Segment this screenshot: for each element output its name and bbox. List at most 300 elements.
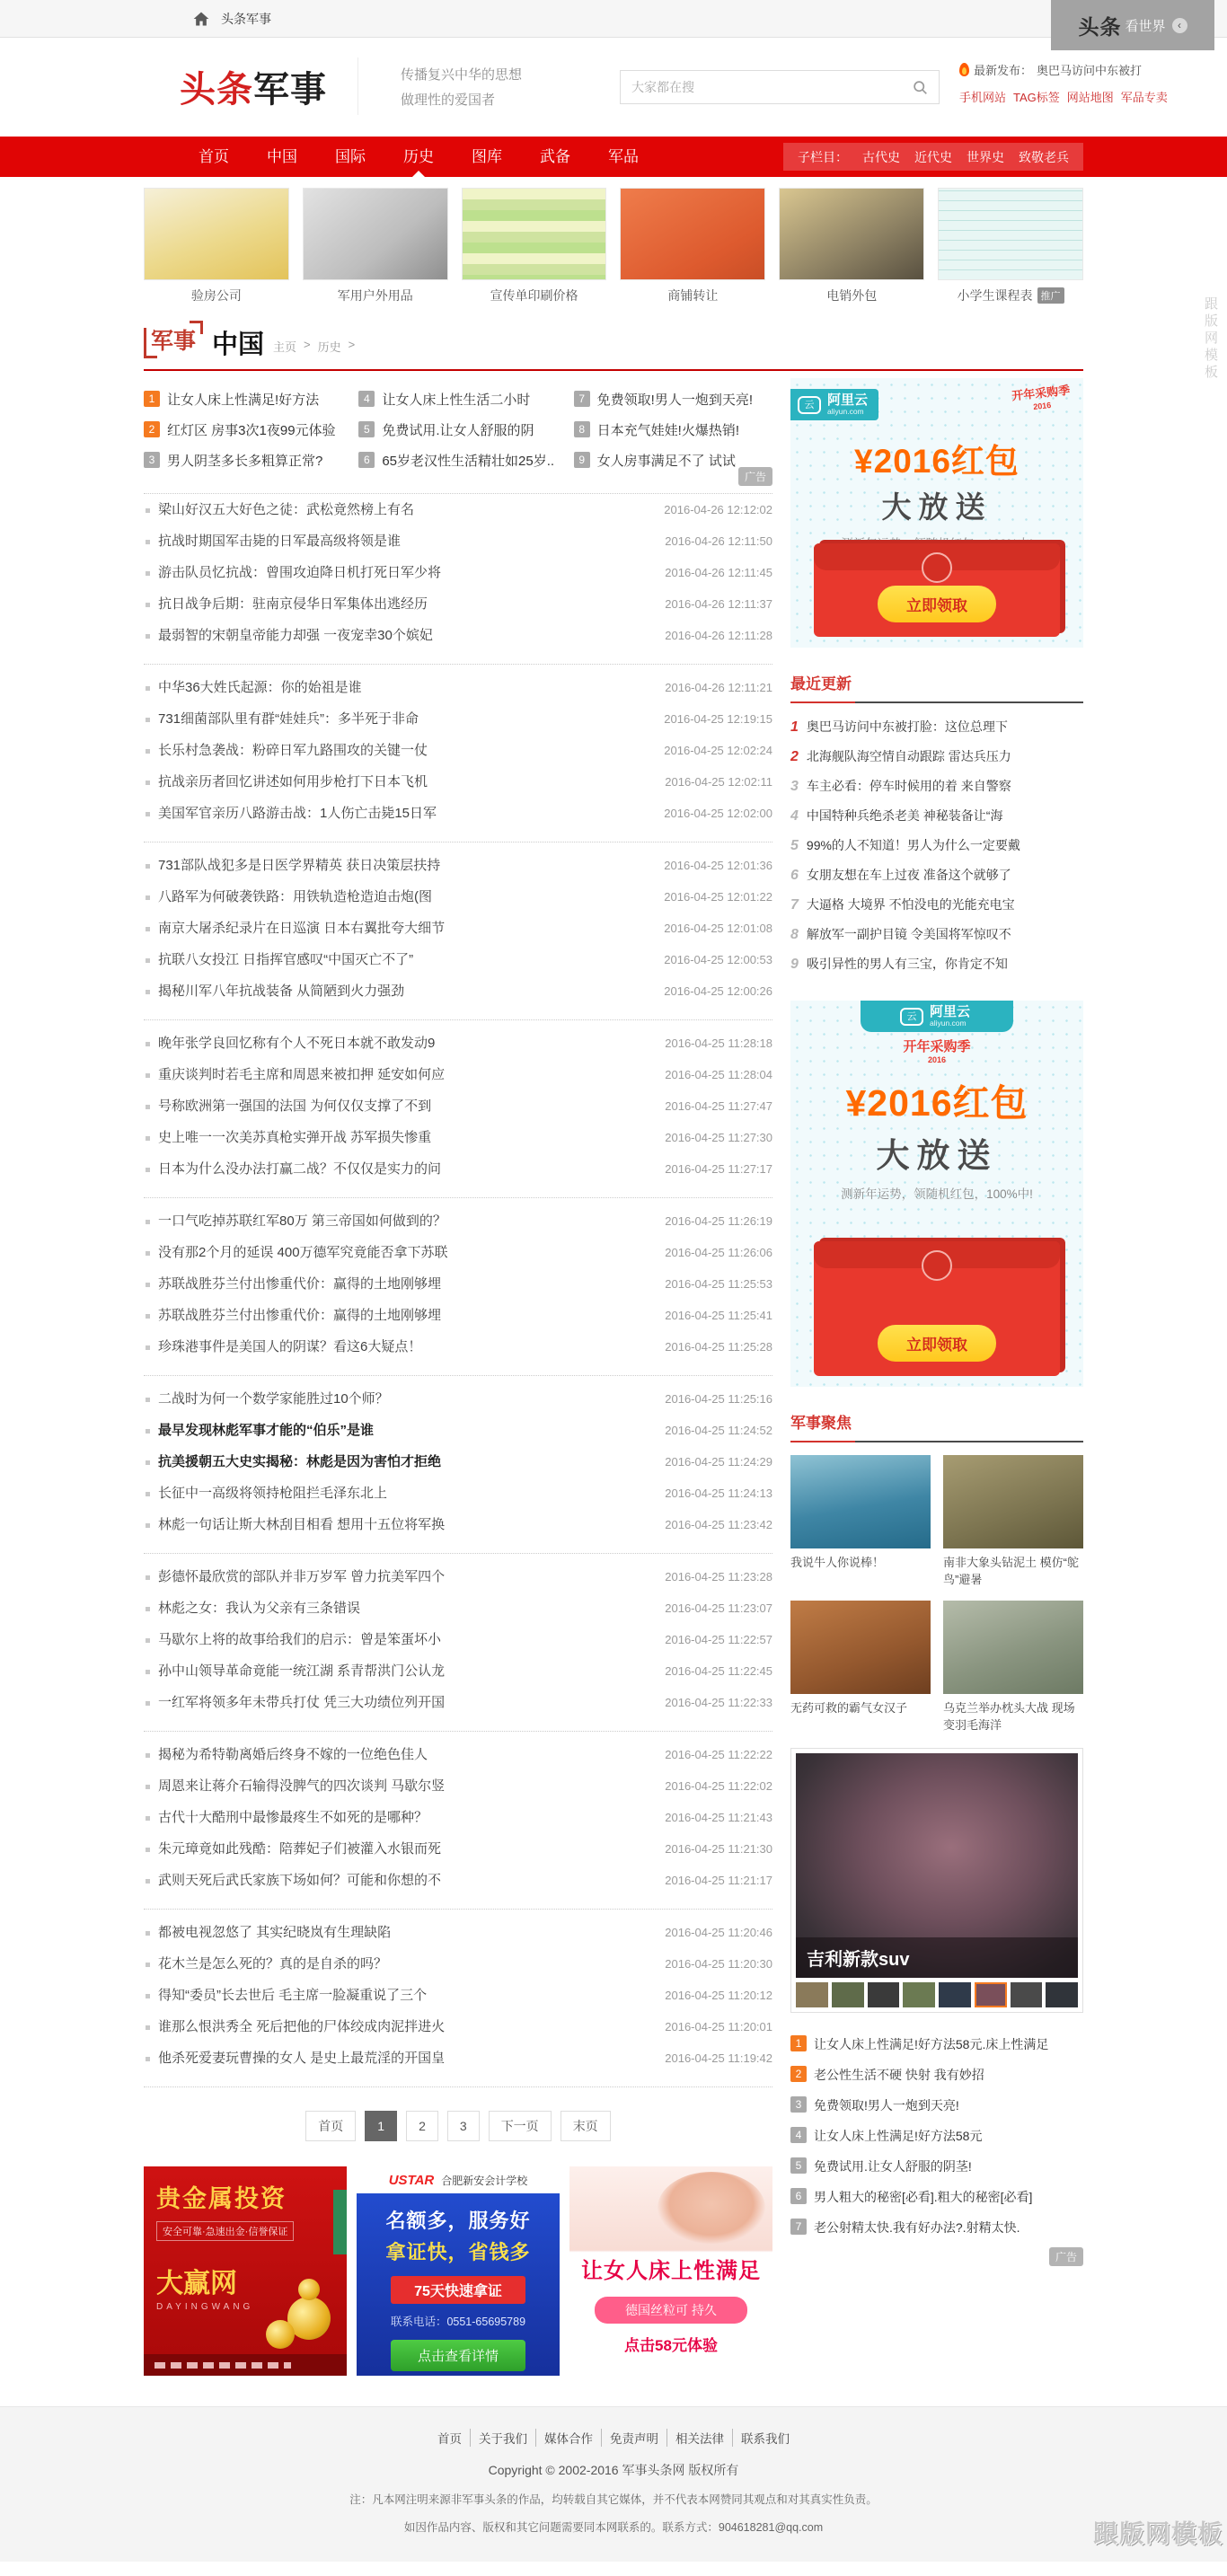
article-row	[144, 1655, 772, 1687]
focus-caption[interactable]: 我说牛人你说棒！	[790, 1556, 885, 1569]
article-date: 2016-04-25 11:23:07	[665, 1601, 772, 1615]
article-date: 2016-04-25 12:00:53	[664, 953, 772, 966]
search-icon[interactable]	[913, 80, 928, 95]
ad-headline2: 大放送	[876, 1137, 998, 1174]
article-row	[144, 620, 772, 665]
article-row	[144, 1122, 772, 1153]
hot-ad-link[interactable]: 让女人床上性满足!好方法	[144, 385, 342, 416]
promo-row	[144, 188, 1083, 304]
promotion-badge: 推广	[1037, 287, 1064, 304]
article-title[interactable]: 抗日战争后期：驻南京侵华日军集体出逃经历	[158, 596, 428, 612]
promo-caption[interactable]: 宣传单印刷价格	[490, 288, 578, 303]
article-date: 2016-04-25 11:27:17	[665, 1162, 772, 1176]
bottom-banners	[144, 2166, 772, 2376]
article-row	[144, 588, 772, 620]
banner-ribbon-text: 75天快速拿证	[391, 2276, 525, 2304]
promo-card[interactable]	[144, 188, 289, 304]
hot-ads-box	[144, 371, 772, 494]
sidebar-ad-link[interactable]: 老公射精太快.我有好办法?.射精太快.	[790, 2212, 1083, 2243]
latest-title[interactable]: 奥巴马访问中东被打	[1037, 64, 1143, 77]
banner-adult-product[interactable]	[569, 2166, 772, 2376]
gold-coin-icon	[266, 2320, 295, 2349]
article-date: 2016-04-25 11:20:01	[665, 2020, 772, 2033]
nav-item[interactable]: 历史	[384, 137, 453, 177]
corner-brand-ad[interactable]	[1051, 0, 1214, 50]
red-envelope	[814, 1241, 1060, 1376]
recent-item[interactable]: 吸引异性的男人有三宝，你肯定不知	[806, 957, 1008, 971]
article-title[interactable]: 梁山好汉五大好色之徒：武松竟然榜上有名	[158, 502, 415, 517]
breadcrumb-history[interactable]: 历史	[317, 340, 341, 354]
article-title[interactable]: 抗战时期国军击毙的日军最高级将领是谁	[158, 534, 402, 549]
home-icon[interactable]	[192, 10, 210, 28]
promo-caption[interactable]: 商铺转让	[667, 288, 719, 303]
article-row	[144, 1331, 772, 1376]
slogan-line1: 传播复兴中华的思想	[401, 67, 523, 83]
article-row	[144, 1739, 772, 1770]
subnav-item[interactable]: 致敬老兵	[1019, 149, 1069, 164]
hot-ad-link[interactable]: 免费试用.让女人舒服的阴	[358, 416, 557, 446]
recent-item[interactable]: 中国特种兵绝杀老美 神秘装备让“海	[806, 808, 1003, 823]
focus-card[interactable]	[790, 1601, 931, 1734]
article-date: 2016-04-25 11:25:41	[665, 1309, 772, 1322]
article-title[interactable]: 揭秘川军八年抗战装备 从简陋到火力强劲	[158, 984, 405, 999]
page-button[interactable]: 3	[447, 2111, 480, 2141]
article-title[interactable]: 八路军为何破袭铁路：用铁轨造枪造迫击炮(图	[158, 889, 432, 904]
banner-logo: USTAR	[388, 2172, 435, 2188]
article-date: 2016-04-25 12:01:36	[664, 859, 772, 872]
military-focus-header: 军事聚焦	[790, 1410, 1083, 1442]
article-row	[144, 494, 772, 525]
promo-card[interactable]	[462, 188, 607, 304]
article-row	[144, 1059, 772, 1090]
article-title[interactable]: 没有那2个月的延误 400万德军究竟能否拿下苏联	[158, 1245, 448, 1260]
article-title[interactable]: 最早发现林彪军事才能的“伯乐”是谁	[158, 1423, 375, 1438]
page-button[interactable]: 首页	[305, 2111, 356, 2141]
promo-caption[interactable]: 电销外包	[826, 288, 878, 303]
nav-item[interactable]: 武备	[540, 148, 570, 165]
article-date: 2016-04-25 11:20:30	[665, 1957, 772, 1971]
article-title[interactable]: 二战时为何一个数学家能胜过10个师？	[158, 1391, 389, 1407]
aliyun-logo	[790, 389, 878, 420]
article-row	[144, 1592, 772, 1624]
sidebar-ad-link[interactable]: 让女人床上性满足!好方法58元.床上性满足	[790, 2029, 1083, 2060]
nav-item[interactable]: 国际	[335, 148, 366, 165]
copyright: Copyright © 2002-2016 军事头条网 版权所有	[488, 2463, 739, 2477]
hot-ad-link[interactable]: 红灯区 房事3次1夜99元体验	[144, 416, 342, 446]
recent-item[interactable]: 奥巴马访问中东被打脸：这位总理下	[806, 719, 1008, 734]
nav-item[interactable]: 图库	[472, 148, 502, 165]
hot-ad-link[interactable]: 女人房事满足不了 试试	[574, 446, 772, 477]
article-title[interactable]: 苏联战胜芬兰付出惨重代价：赢得的土地刚够埋	[158, 1276, 442, 1292]
hot-ad-link[interactable]: 男人阴茎多长多粗算正常?	[144, 446, 342, 477]
recent-item[interactable]: 解放军一副护目镜 令美国将军惊叹不	[806, 927, 1011, 941]
article-row	[144, 1268, 772, 1300]
banner-phone: 联系电话：0551-65695789	[390, 2316, 526, 2328]
promo-card[interactable]	[620, 188, 765, 304]
article-row	[144, 1509, 772, 1554]
breadcrumb-sep: >	[348, 338, 356, 351]
ad-headline2: 大放送	[881, 490, 993, 524]
sidebar	[790, 371, 1083, 2273]
article-title[interactable]: 长征中一高级将领持枪阻拦毛泽东北上	[158, 1486, 388, 1501]
nav-item[interactable]: 中国	[267, 148, 297, 165]
article-row	[144, 975, 772, 1020]
article-title[interactable]: 抗美援朝五大史实揭秘：林彪是因为害怕才拒绝	[158, 1454, 442, 1469]
article-title[interactable]: 林彪之女：我认为父亲有三条错误	[158, 1601, 361, 1616]
focus-card[interactable]	[943, 1601, 1083, 1734]
article-date: 2016-04-25 11:23:42	[665, 1518, 772, 1531]
aliyun-ad-square[interactable]	[790, 378, 1083, 648]
article-title[interactable]: 一红军将领多年未带兵打仗 凭三大功绩位列开国	[158, 1695, 446, 1710]
article-title[interactable]: 谁那么恨洪秀全 死后把他的尸体绞成肉泥拌进火	[158, 2019, 446, 2034]
page-button[interactable]: 1	[365, 2111, 397, 2141]
promo-image[interactable]	[144, 188, 289, 280]
monkey-icon	[922, 1250, 952, 1281]
article-title[interactable]: 珍珠港事件是美国人的阴谋？看这6大疑点！	[158, 1339, 422, 1354]
focus-caption[interactable]: 南非大象头钻泥土 模仿“鸵鸟”避暑	[943, 1556, 1079, 1586]
article-row	[144, 1028, 772, 1059]
article-title[interactable]: 731细菌部队里有群“娃娃兵”：多半死于非命	[158, 711, 419, 727]
focus-image[interactable]	[790, 1455, 931, 1548]
article-title[interactable]: 游击队员忆抗战：曾围攻迫降日机打死日军少将	[158, 565, 442, 580]
banner-brand-en: DAYINGWANG	[156, 2302, 254, 2312]
article-date: 2016-04-25 11:21:30	[665, 1842, 772, 1856]
sidebar-ad-link[interactable]: 老公性生活不硬 快射 我有妙招	[790, 2060, 1083, 2090]
article-date: 2016-04-25 11:22:33	[665, 1696, 772, 1709]
recent-item[interactable]: 大逼格 大境界 不怕没电的光能充电宝	[806, 897, 1015, 912]
watermark-bottom: 跟版网模板	[1093, 2520, 1223, 2547]
focus-card[interactable]	[790, 1455, 931, 1588]
article-row	[144, 735, 772, 766]
corner-brand-text: 头条	[1078, 14, 1122, 39]
article-row	[144, 944, 772, 975]
article-row	[144, 1446, 772, 1478]
sidebar-ad-link[interactable]: 男人粗大的秘密[必看].粗大的秘密[必看]	[790, 2182, 1083, 2212]
breadcrumb-home[interactable]: 主页	[273, 340, 297, 354]
article-date: 2016-04-26 12:11:50	[665, 534, 772, 548]
feature-thumb[interactable]	[868, 1982, 900, 2007]
article-row	[144, 1865, 772, 1910]
article-date: 2016-04-25 11:28:04	[665, 1068, 772, 1081]
sidebar-ad-list	[790, 2029, 1083, 2261]
article-title[interactable]: 抗战亲历者回忆讲述如何用步枪打下日本飞机	[158, 774, 428, 790]
article-title[interactable]: 苏联战胜芬兰付出惨重代价：赢得的土地刚够埋	[158, 1308, 442, 1323]
article-title[interactable]: 号称欧洲第一强国的法国 为何仅仅支撑了不到	[158, 1098, 432, 1114]
banner-school-name: 合肥新安会计学校	[441, 2174, 528, 2187]
corner-suffix-text: 看世界	[1125, 18, 1166, 34]
article-row	[144, 1561, 772, 1592]
banner-line2: 拿证快，省钱多	[385, 2241, 531, 2263]
banner-footer-strip	[144, 2354, 347, 2376]
feature-thumbnails	[796, 1978, 1078, 2007]
section-brand: 军事	[144, 321, 203, 358]
article-title[interactable]: 揭秘为希特勒离婚后终身不嫁的一位绝色佳人	[158, 1747, 428, 1762]
article-row	[144, 881, 772, 913]
breadcrumb-sep: >	[304, 338, 311, 351]
promo-image[interactable]	[462, 188, 607, 280]
article-row	[144, 1153, 772, 1198]
ad-headline: ¥2016红包	[854, 443, 1020, 480]
search-box	[620, 70, 940, 104]
feature-thumb[interactable]	[1011, 1982, 1043, 2007]
quick-link[interactable]: 军品专卖	[1120, 91, 1168, 104]
season-badge: 开年采购季 2016	[903, 1039, 971, 1064]
article-title[interactable]: 史上唯一一次美苏真枪实弹开战 苏军损失惨重	[158, 1130, 432, 1145]
promo-image[interactable]	[303, 188, 448, 280]
banner-line1: 名额多，服务好	[385, 2210, 531, 2232]
article-row	[144, 1948, 772, 1980]
feature-thumb[interactable]	[832, 1982, 864, 2007]
focus-grid	[790, 1455, 1083, 1734]
banner-accounting-school[interactable]	[357, 2166, 560, 2376]
feature-caption[interactable]: 吉利新款suv	[796, 1937, 1078, 1978]
article-date: 2016-04-25 11:28:18	[665, 1037, 772, 1050]
article-date: 2016-04-25 11:24:13	[665, 1486, 772, 1500]
focus-card[interactable]	[943, 1455, 1083, 1588]
sidebar-ad-link[interactable]: 让女人床上性满足!好方法58元	[790, 2121, 1083, 2151]
latest-label: 最新发布：	[974, 64, 1033, 77]
article-title[interactable]: 抗联八女投江 日指挥官感叹“中国灭亡不了”	[158, 952, 414, 967]
article-title[interactable]: 都被电视忽悠了 其实纪晓岚有生理缺陷	[158, 1925, 392, 1940]
article-row	[144, 525, 772, 557]
subnav-item[interactable]: 近代史	[914, 149, 952, 164]
recent-item[interactable]: 北海舰队海空情自动跟踪 雷达兵压力	[806, 749, 1011, 763]
article-date: 2016-04-25 12:01:22	[664, 890, 772, 904]
article-row	[144, 850, 772, 881]
feature-image[interactable]	[796, 1753, 1078, 1978]
article-date: 2016-04-25 11:25:28	[665, 1340, 772, 1354]
article-date: 2016-04-25 11:26:06	[665, 1246, 772, 1259]
cloud-icon: 云	[900, 1008, 923, 1026]
promo-card[interactable]	[938, 188, 1083, 304]
article-row	[144, 1980, 772, 2011]
article-row	[144, 2011, 772, 2042]
promo-image[interactable]	[620, 188, 765, 280]
season-badge: 开年采购季 2016	[1011, 383, 1071, 411]
promo-caption[interactable]: 小学生课程表	[957, 288, 1033, 303]
hot-ad-link[interactable]: 免费领取!男人一炮到天亮!	[574, 385, 772, 416]
banner-title: 贵金属投资	[156, 2185, 287, 2212]
subnav-item[interactable]: 古代史	[862, 149, 900, 164]
article-row	[144, 1624, 772, 1655]
feature-thumb[interactable]	[796, 1982, 828, 2007]
article-title[interactable]: 花木兰是怎么死的？真的是自杀的吗？	[158, 1956, 388, 1972]
article-date: 2016-04-25 11:20:46	[665, 1926, 772, 1939]
article-title[interactable]: 一口气吃掉苏联红军80万 第三帝国如何做到的？	[158, 1213, 446, 1229]
article-title[interactable]: 美国军官亲历八路游击战：1人伤亡击毙15日军	[158, 806, 437, 821]
article-title[interactable]: 彭德怀最欣赏的部队并非万岁军 曾力抗美军四个	[158, 1569, 446, 1584]
promo-caption[interactable]: 军用户外用品	[337, 288, 413, 303]
article-row	[144, 703, 772, 735]
subnav-label: 子栏目：	[798, 149, 848, 164]
hot-ads-list	[144, 385, 772, 477]
section-header	[144, 321, 1083, 371]
footer-note2: 如因作品内容、版权和其它问题需要同本网联系的。联系方式：904618281@qq.com	[403, 2521, 824, 2534]
search-input[interactable]	[621, 80, 913, 94]
article-row	[144, 1205, 772, 1237]
flame-icon	[959, 63, 969, 76]
article-row	[144, 1802, 772, 1833]
article-title[interactable]: 最弱智的宋朝皇帝能力却强 一夜宠幸30个嫔妃	[158, 628, 433, 643]
ad-subline: 测新年运势，领随机红包，100%中!	[841, 1187, 1033, 1201]
quick-link[interactable]: TAG标签	[1013, 91, 1060, 104]
feature-thumb[interactable]	[1046, 1982, 1078, 2007]
feature-thumb[interactable]	[939, 1982, 971, 2007]
footer-link[interactable]: 关于我们	[470, 2429, 535, 2447]
footer-link[interactable]: 首页	[437, 2432, 462, 2446]
banner-subtitle: 安全可靠·急速出金·信誉保证	[156, 2221, 294, 2241]
article-row	[144, 766, 772, 798]
article-row	[144, 1478, 772, 1509]
hot-ad-link[interactable]: 让女人床上性生活二小时	[358, 385, 557, 416]
banner-detail-button[interactable]: 点击查看详情	[391, 2340, 525, 2371]
page-button[interactable]: 末页	[561, 2111, 611, 2141]
topbar-site-name[interactable]: 头条军事	[221, 12, 271, 26]
article-date: 2016-04-25 11:24:29	[665, 1455, 772, 1469]
banner-ribbon	[333, 2190, 347, 2254]
monkey-icon	[922, 552, 952, 583]
claim-button[interactable]: 立即领取	[878, 1325, 996, 1362]
article-title[interactable]: 武则天死后武氏家族下场如何？可能和你想的不	[158, 1873, 442, 1888]
quick-link[interactable]: 手机网站	[959, 91, 1007, 104]
footer	[0, 2406, 1227, 2562]
aliyun-ad-tall[interactable]	[790, 1001, 1083, 1387]
article-title[interactable]: 中华36大姓氏起源：你的始祖是谁	[158, 680, 362, 695]
feature-slider	[790, 1748, 1083, 2013]
sidebar-ad-link[interactable]: 免费试用.让女人舒服的阴茎!	[790, 2151, 1083, 2182]
article-title[interactable]: 林彪一句话让斯大林刮目相看 想用十五位将军换	[158, 1517, 446, 1532]
ad-badge: 广告	[1049, 2247, 1083, 2266]
quick-link[interactable]: 网站地图	[1066, 91, 1114, 104]
focus-image[interactable]	[790, 1601, 931, 1694]
article-title[interactable]: 周恩来让蒋介石输得没脾气的四次谈判 马歇尔竖	[158, 1778, 446, 1794]
banner-cta[interactable]: 点击58元体验	[624, 2337, 718, 2354]
focus-image[interactable]	[943, 1601, 1083, 1694]
promo-image[interactable]	[938, 188, 1083, 280]
quick-links	[959, 88, 1168, 105]
promo-card[interactable]	[779, 188, 924, 304]
article-title[interactable]: 731部队战犯多是日医学界精英 获日决策层扶持	[158, 858, 441, 873]
sidebar-ad-list-box	[790, 2029, 1083, 2273]
recent-item[interactable]: 99%的人不知道！男人为什么一定要戴	[806, 838, 1020, 852]
promo-image[interactable]	[779, 188, 924, 280]
article-date: 2016-04-25 11:27:30	[665, 1131, 772, 1144]
article-date: 2016-04-25 12:01:08	[664, 922, 772, 935]
aliyun-domain: aliyun.com	[827, 407, 864, 416]
page-title: 中国	[212, 331, 265, 359]
article-date: 2016-04-26 12:11:45	[665, 566, 772, 579]
article-title[interactable]: 南京大屠杀纪录片在日巡演 日本右翼批夸大细节	[158, 921, 446, 936]
collapse-arrow-icon[interactable]: ‹	[1172, 18, 1187, 33]
article-row	[144, 1300, 772, 1331]
article-date: 2016-04-25 11:23:28	[665, 1570, 772, 1584]
article-title[interactable]: 重庆谈判时若毛主席和周恩来被扣押 延安如何应	[158, 1067, 446, 1082]
promo-card[interactable]	[303, 188, 448, 304]
article-date: 2016-04-26 12:11:21	[665, 681, 772, 694]
hot-ad-link[interactable]: 65岁老汉性生活精壮如25岁..	[358, 446, 557, 477]
banner-gold-invest[interactable]	[144, 2166, 347, 2376]
article-title[interactable]: 日本为什么没办法打赢二战？不仅仅是实力的问	[158, 1161, 442, 1177]
article-date: 2016-04-25 11:19:42	[665, 2051, 772, 2065]
footer-note1: 注：凡本网注明来源非军事头条的作品，均转载自其它媒体，并不代表本网赞同其观点和对其真实性负责。	[349, 2493, 878, 2506]
banner-title: 让女人床上性满足	[581, 2259, 761, 2283]
nav-item[interactable]: 首页	[199, 148, 229, 165]
subnav-item[interactable]: 世界史	[967, 149, 1004, 164]
article-row	[144, 2042, 772, 2087]
article-row	[144, 913, 772, 944]
article-date: 2016-04-25 11:25:53	[665, 1277, 772, 1291]
article-list	[144, 494, 772, 2087]
site-logo[interactable]	[180, 57, 358, 115]
claim-button[interactable]: 立即领取	[878, 586, 996, 622]
article-date: 2016-04-25 11:26:19	[665, 1214, 772, 1228]
aliyun-domain: aliyun.com	[929, 1019, 967, 1028]
article-date: 2016-04-25 11:22:22	[665, 1748, 772, 1761]
sidebar-ad-link[interactable]: 免费领取!男人一炮到天亮!	[790, 2090, 1083, 2121]
aliyun-logo	[861, 1001, 1013, 1032]
main-nav	[0, 137, 1227, 177]
article-row	[144, 1833, 772, 1865]
hot-ad-link[interactable]: 日本充气娃娃!火爆热销!	[574, 416, 772, 446]
footer-link[interactable]: 免责声明	[601, 2429, 666, 2447]
gold-coin-icon	[298, 2279, 320, 2300]
focus-caption[interactable]: 乌克兰举办枕头大战 现场变羽毛海洋	[943, 1701, 1075, 1732]
article-row	[144, 1383, 772, 1415]
feature-thumb[interactable]	[903, 1982, 935, 2007]
page-button[interactable]: 下一页	[489, 2111, 552, 2141]
focus-caption[interactable]: 无药可救的霸气女汉子	[790, 1701, 908, 1715]
article-title[interactable]: 晚年张学良回忆称有个人不死日本就不敢发动9	[158, 1036, 436, 1051]
article-title[interactable]: 得知“委员”长去世后 毛主席一脸凝重说了三个	[158, 1988, 428, 2003]
cloud-icon: 云	[798, 396, 821, 414]
recent-item[interactable]: 女朋友想在车上过夜 准备这个就够了	[806, 868, 1011, 882]
footer-link[interactable]: 媒体合作	[535, 2429, 601, 2447]
footer-link[interactable]: 联系我们	[732, 2429, 798, 2447]
article-date: 2016-04-26 12:12:02	[664, 503, 772, 516]
article-date: 2016-04-25 11:24:52	[665, 1424, 772, 1437]
article-title[interactable]: 他杀死爱妻玩曹操的女人 是史上最荒淫的开国皇	[158, 2051, 446, 2066]
topbar	[0, 0, 1227, 38]
article-date: 2016-04-25 11:20:12	[665, 1989, 772, 2002]
nav-item[interactable]: 军品	[608, 148, 639, 165]
article-row	[144, 1917, 772, 1948]
recent-item[interactable]: 车主必看：停车时候用的着 来自警察	[806, 779, 1011, 793]
article-date: 2016-04-25 11:27:47	[665, 1099, 772, 1113]
article-column	[144, 371, 772, 2401]
article-title[interactable]: 古代十大酷刑中最惨最疼生不如死的是哪种？	[158, 1810, 428, 1825]
article-date: 2016-04-25 12:02:00	[664, 807, 772, 820]
article-date: 2016-04-25 11:22:45	[665, 1664, 772, 1678]
focus-image[interactable]	[943, 1455, 1083, 1548]
article-title[interactable]: 长乐村急袭战：粉碎日军九路围攻的关键一仗	[158, 743, 428, 758]
logo-main: 头条	[180, 69, 253, 110]
article-title[interactable]: 马歇尔上将的故事给我们的启示：曾是笨蛋坏小	[158, 1632, 442, 1647]
banner-brand: 大赢网	[156, 2269, 237, 2298]
red-envelope	[814, 543, 1060, 637]
article-title[interactable]: 孙中山领导革命竟能一统江湖 系青帮洪门公认龙	[158, 1663, 446, 1679]
banner-photo	[658, 2172, 765, 2244]
recent-updates-list	[790, 712, 1083, 979]
article-date: 2016-04-26 12:11:28	[665, 629, 772, 642]
latest-release	[959, 61, 1168, 105]
pagination	[144, 2111, 772, 2141]
feature-thumb-active[interactable]	[975, 1982, 1007, 2007]
page-button[interactable]: 2	[406, 2111, 438, 2141]
article-title[interactable]: 朱元璋竟如此残酷：陪葬妃子们被灌入水银而死	[158, 1841, 442, 1857]
footer-link[interactable]: 相关法律	[666, 2429, 732, 2447]
promo-caption[interactable]: 验房公司	[190, 288, 242, 303]
article-date: 2016-04-25 11:22:57	[665, 1633, 772, 1646]
